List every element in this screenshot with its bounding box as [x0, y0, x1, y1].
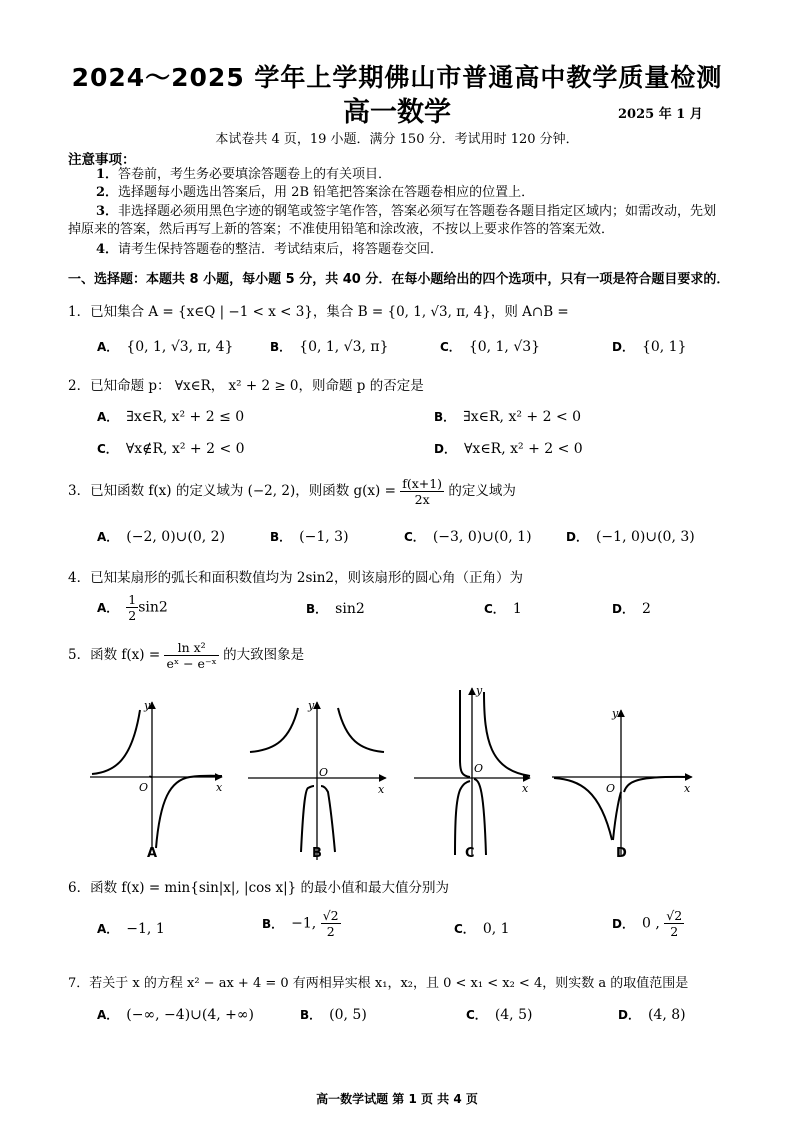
graph-a-origin: O — [139, 781, 149, 794]
q1-option-a: A． {0, 1, √3, π, 4} — [97, 339, 234, 355]
notice-item-1: 1．答卷前，考生务必要填涂答题卷上的有关项目． — [96, 167, 392, 182]
q6-option-d: D． 0 , $\frac{√2}{2}$ — [612, 908, 683, 939]
question-3-stem: 3．已知函数 f(x) 的定义域为 (−2, 2)，则函数 g(x) = $\frac{f(x+1)}{2x}$ 的定义域为 — [68, 476, 516, 507]
notice-item-3: 3．非选择题必须用黑色字迹的钢笔或签字笔作答，答案必须写在答题卷各题目指定区域内；如需改动，先划掉原来的答案，然后再写上新的答案；不准使用铅笔和涂改液，不按以上要求作答的答案无效． — [68, 204, 717, 237]
q4-option-b: B． sin2 — [306, 601, 365, 617]
notice-item-4: 4．请考生保持答题卷的整洁．考试结束后，将答题卷交回． — [96, 242, 444, 257]
exam-subject: 高一数学 — [343, 97, 451, 128]
graph-c — [414, 684, 530, 855]
q2-option-b: B． ∃x∈R, x² + 2 < 0 — [434, 409, 582, 425]
graph-b-y-label: y — [308, 699, 315, 712]
q7-option-b: B． (0, 5) — [300, 1007, 367, 1023]
question-5-stem: 5．函数 f(x) = $\frac{\text{ln x²}}{\text{eˣ − e⁻ˣ}}$ 的大致图象是 — [68, 640, 305, 671]
graph-d — [552, 707, 692, 855]
q3-option-c: C． (−3, 0)∪(0, 1) — [404, 529, 532, 545]
q1-option-b: B． {0, 1, √3, π} — [270, 339, 389, 355]
graph-c-x-label: x — [522, 782, 529, 795]
q2-option-c: C． ∀x∉R, x² + 2 < 0 — [97, 441, 245, 457]
exam-date: 2025 年 1 月 — [618, 107, 703, 122]
q3-option-b: B． (−1, 3) — [270, 529, 349, 545]
graph-b-x-label: x — [378, 783, 385, 796]
graph-c-origin: O — [474, 762, 484, 775]
graph-b-label: B — [312, 846, 322, 861]
q2-option-d: D． ∀x∈R, x² + 2 < 0 — [434, 441, 583, 457]
q7-option-d: D． (4, 8) — [618, 1007, 686, 1023]
q5-graphs — [0, 680, 794, 880]
section-heading: 一、选择题：本题共 8 小题，每小题 5 分，共 40 分．在每小题给出的四个选项中，只有一项是符合题目要求的． — [68, 272, 730, 287]
graph-a-label: A — [147, 846, 158, 861]
question-2-stem: 2．已知命题 p： ∀x∈R， x² + 2 ≥ 0，则命题 p 的否定是 — [68, 378, 424, 394]
notice-heading: 注意事项： — [68, 152, 136, 168]
graph-a-x-label: x — [216, 781, 223, 794]
q6-option-a: A． −1, 1 — [97, 921, 165, 937]
q1-option-c: C． {0, 1, √3} — [440, 339, 541, 355]
q1-option-d: D． {0, 1} — [612, 339, 687, 355]
q2-option-a: A． ∃x∈R, x² + 2 ≤ 0 — [97, 409, 245, 425]
question-6-stem: 6．函数 f(x) = min{sin|x|, |cos x|} 的最小值和最大值分别为 — [68, 880, 450, 896]
q6-option-c: C． 0, 1 — [454, 921, 510, 937]
page-footer: 高一数学试题 第 1 页 共 4 页 — [316, 1092, 478, 1106]
q3-option-a: A． (−2, 0)∪(0, 2) — [97, 529, 226, 545]
q6-option-b: B． −1, $\frac{√2}{2}$ — [262, 908, 339, 939]
question-4-stem: 4．已知某扇形的弧长和面积数值均为 2sin2，则该扇形的圆心角（正角）为 — [68, 570, 523, 586]
graph-c-label: C — [465, 846, 475, 861]
q5-fraction: $\frac{\text{ln x²}}{\text{eˣ − e⁻ˣ}}$ — [166, 640, 217, 671]
graph-d-label: D — [616, 846, 627, 861]
notice-item-2: 2．选择题每小题选出答案后，用 2B 铅笔把答案涂在答题卷相应的位置上． — [96, 185, 535, 200]
q3-fraction: $\frac{f(x+1)}{2x}$ — [402, 476, 443, 507]
q4-option-c: C． 1 — [484, 601, 522, 617]
q3-option-d: D． (−1, 0)∪(0, 3) — [566, 529, 695, 545]
graph-c-y-label: y — [476, 684, 483, 697]
graph-d-origin: O — [606, 782, 616, 795]
question-7-stem: 7．若关于 x 的方程 x² − ax + 4 = 0 有两相异实根 x₁，x₂，且 0 < x₁ < x₂ < 4，则实数 a 的取值范围是 — [68, 976, 689, 991]
graph-d-y-label: y — [612, 707, 619, 720]
q7-option-c: C． (4, 5) — [466, 1007, 533, 1023]
graph-b-origin: O — [319, 766, 329, 779]
exam-title: 2024～2025 学年上学期佛山市普通高中教学质量检测 — [71, 63, 723, 92]
q7-option-a: A． (−∞, −4)∪(4, +∞) — [97, 1007, 255, 1023]
graph-a — [90, 699, 223, 850]
graph-b — [248, 699, 386, 860]
graph-a-y-label: y — [144, 699, 151, 712]
q4-option-d: D． 2 — [612, 601, 651, 617]
q4-option-a: A． $\frac{1}{2}$ sin2 — [97, 592, 168, 623]
question-1-stem: 1．已知集合 A = {x∈Q | −1 < x < 3}，集合 B = {0, 1, √3, π, 4}，则 A∩B = — [68, 304, 569, 320]
graph-d-x-label: x — [684, 782, 691, 795]
exam-info: 本试卷共 4 页，19 小题．满分 150 分．考试用时 120 分钟． — [215, 132, 579, 147]
